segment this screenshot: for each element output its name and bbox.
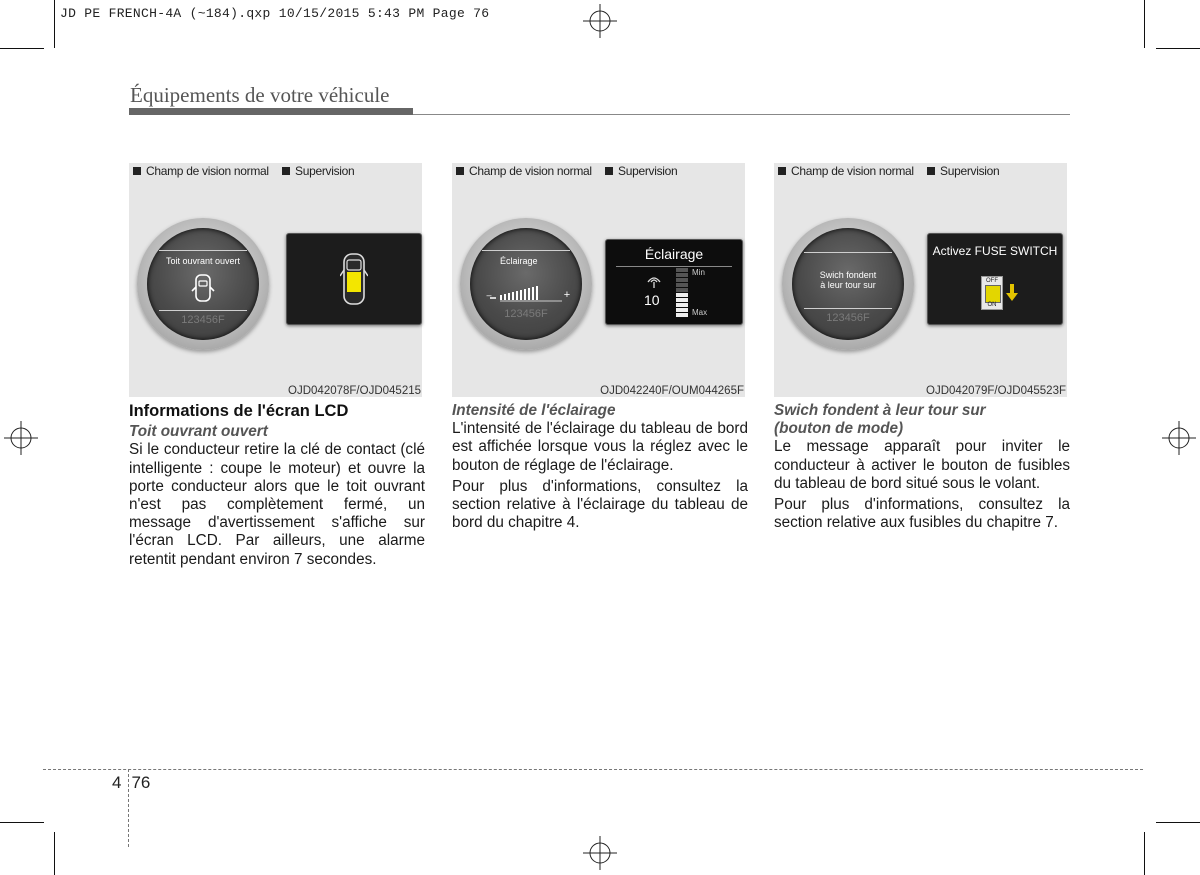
column-subheading-2: (bouton de mode) — [774, 420, 904, 438]
gauge-minus: – — [486, 290, 492, 300]
column-3 — [774, 402, 1070, 535]
paragraph: Le message apparaît pour inviter le conducteur à activer le bouton de fusibles du tableau de bord situé sous le volant. — [774, 438, 1070, 492]
figure-sunroof — [129, 163, 422, 397]
pane-label: Supervision — [927, 164, 999, 178]
gauge-odometer-ghost: 123456F — [181, 314, 225, 326]
page-number-value: 76 — [131, 773, 151, 792]
page-number — [112, 773, 150, 793]
column-1 — [129, 402, 425, 572]
figure-illumination — [452, 163, 745, 397]
figure-pane-supervision — [601, 163, 745, 370]
supervision-screen — [286, 233, 422, 325]
crop-mark — [0, 822, 44, 823]
gauge-odometer-ghost: 123456F — [826, 312, 870, 324]
column-subheading: Toit ouvrant ouvert — [129, 423, 268, 441]
column-2 — [452, 402, 748, 535]
supervision-screen — [927, 233, 1063, 325]
cluster-gauge — [782, 218, 914, 350]
paragraph: Si le conducteur retire la clé de contact (clé intelligente : coupe le moteur) et ouvre la porte conducteur alors que le toit ouvrant n'est pas complètement fermé, un message d'avertissement s'affiche sur l'écran LCD. Par ailleurs, une alarme retentit pendant environ 7 secondes. — [129, 441, 425, 568]
pane-label: Supervision — [282, 164, 354, 178]
level-max-label: Max — [692, 308, 708, 317]
figure-pane-normal — [129, 163, 275, 370]
title-rule — [129, 108, 413, 115]
brightness-icon — [644, 274, 664, 290]
figure-fuse-switch — [774, 163, 1067, 397]
car-sunroof-open-icon — [340, 250, 368, 308]
screen-title: Éclairage — [644, 246, 704, 262]
title-rule-thin — [413, 114, 1070, 115]
gauge-plus: + — [563, 289, 571, 301]
crop-mark — [1144, 832, 1145, 875]
pane-label: Champ de vision normal — [456, 164, 592, 178]
figure-code: OJD042079F/OJD045523F — [926, 385, 1066, 397]
car-door-open-icon — [191, 272, 215, 304]
cluster-gauge — [460, 218, 592, 350]
registration-mark-bottom — [583, 836, 617, 870]
brightness-value: 10 — [644, 292, 660, 308]
figure-pane-normal — [452, 163, 598, 370]
brightness-bar-icon — [488, 282, 568, 304]
screen-divider — [616, 266, 732, 267]
registration-mark-left — [4, 421, 38, 455]
crop-mark — [1156, 822, 1200, 823]
figure-code: OJD042078F/OJD045215 — [288, 385, 421, 397]
footer-rule — [43, 769, 1143, 770]
chapter-number: 4 — [112, 773, 122, 792]
gauge-message-line1: Swich fondent — [819, 270, 877, 280]
gauge-message: Toit ouvrant ouvert — [165, 256, 241, 266]
brightness-level-bar — [676, 268, 688, 318]
pane-label: Champ de vision normal — [133, 164, 269, 178]
figure-pane-normal — [774, 163, 920, 370]
pane-label: Supervision — [605, 164, 677, 178]
fuse-switch-icon: OFF ON — [981, 276, 1003, 310]
column-heading: Informations de l'écran LCD — [129, 402, 349, 420]
registration-mark-top — [583, 4, 617, 38]
figure-code: OJD042240F/OUM044265F — [600, 385, 744, 397]
supervision-screen — [605, 239, 743, 325]
registration-mark-right — [1162, 421, 1196, 455]
figure-pane-supervision — [923, 163, 1067, 370]
gauge-message-line2: à leur tour sur — [820, 280, 876, 290]
screen-title: Activez FUSE SWITCH — [932, 244, 1058, 258]
level-min-label: Min — [692, 268, 705, 277]
arrow-down-icon — [1006, 284, 1018, 302]
gauge-odometer-ghost: 123456F — [504, 308, 548, 320]
crop-mark — [1156, 48, 1200, 49]
figure-pane-supervision — [278, 163, 422, 370]
column-subheading: Intensité de l'éclairage — [452, 402, 616, 419]
gauge-message: Éclairage — [500, 256, 538, 266]
paragraph: Pour plus d'informations, consultez la section relative aux fusibles du chapitre 7. — [774, 496, 1070, 532]
crop-mark — [54, 832, 55, 875]
pane-label: Champ de vision normal — [778, 164, 914, 178]
crop-mark — [54, 0, 55, 48]
print-slug: JD PE FRENCH-4A (~184).qxp 10/15/2015 5:43 PM Page 76 — [60, 6, 490, 21]
paragraph: L'intensité de l'éclairage du tableau de bord est affichée lorsque vous la réglez avec le bouton de réglage de l'éclairage. — [452, 420, 748, 474]
crop-mark — [0, 48, 44, 49]
column-subheading: Swich fondent à leur tour sur — [774, 402, 986, 419]
cluster-gauge — [137, 218, 269, 350]
section-title: Équipements de votre véhicule — [130, 83, 390, 107]
paragraph: Pour plus d'informations, consultez la section relative à l'éclairage du tableau de bord du chapitre 4. — [452, 477, 748, 532]
crop-mark — [1144, 0, 1145, 48]
